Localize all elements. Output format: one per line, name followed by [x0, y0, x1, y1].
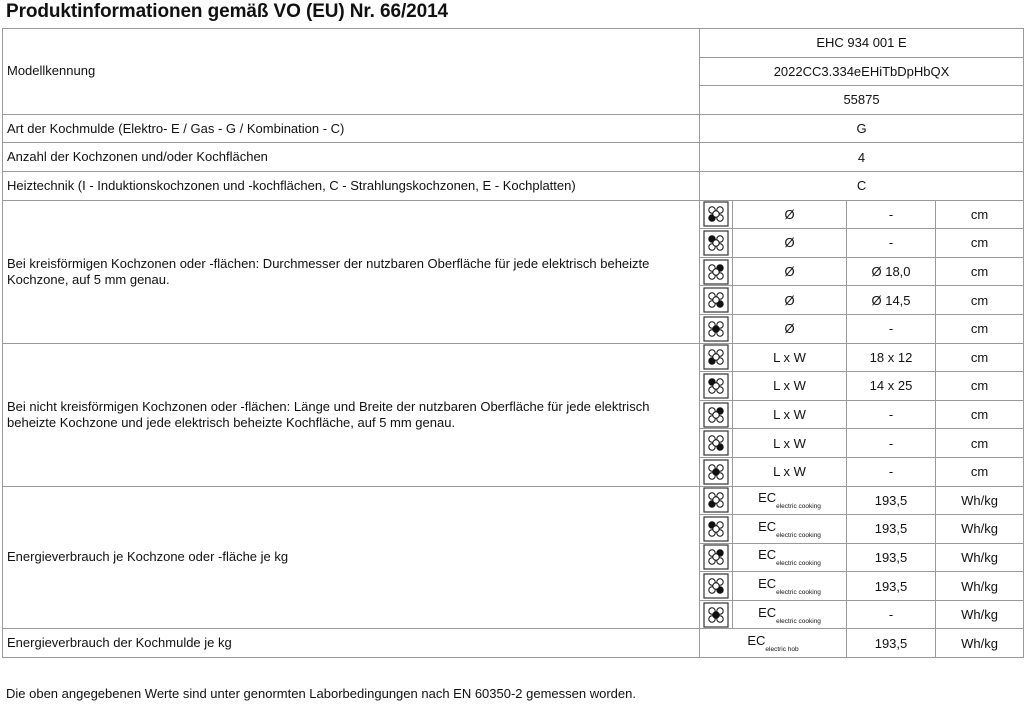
product-info-table: [2, 28, 1024, 658]
measure-value: 193,5: [847, 486, 936, 515]
measure-symbol: Ø: [733, 257, 847, 286]
measure-symbol: L x W: [733, 400, 847, 429]
cooking-zone-front-right-icon: [700, 572, 733, 601]
measure-value: Ø 14,5: [847, 286, 936, 315]
ec-subscript: electric cooking: [776, 560, 821, 568]
measure-value: -: [847, 314, 936, 343]
cooking-zone-rear-left-icon: [700, 515, 733, 544]
cooking-zone-rear-right-icon: [700, 257, 733, 286]
measure-value: 14 x 25: [847, 372, 936, 401]
ec-subscript: electric cooking: [776, 531, 821, 539]
measure-value: 193,5: [847, 572, 936, 601]
circular-label: Bei kreisförmigen Kochzonen oder -flächen: Durchmesser der nutzbaren Oberfläche für jede elektrisch beheizte Kochzone, auf 5 mm genau.: [3, 200, 700, 343]
measure-unit: Wh/kg: [936, 600, 1024, 629]
measure-unit: Wh/kg: [936, 515, 1024, 544]
measure-value: -: [847, 200, 936, 229]
measure-unit: Wh/kg: [936, 486, 1024, 515]
cooking-zone-center-icon: [700, 314, 733, 343]
ec-symbol: [700, 629, 847, 658]
cooking-zone-front-left-icon: [700, 486, 733, 515]
measure-unit: cm: [936, 229, 1024, 258]
zone-count-label: Anzahl der Kochzonen und/oder Kochflächen: [3, 143, 700, 172]
ec-label: EC: [758, 490, 777, 506]
measure-value: 193,5: [847, 543, 936, 572]
ec-symbol: [733, 486, 847, 515]
cooking-zone-rear-left-icon: [700, 372, 733, 401]
ec-subscript: electric cooking: [776, 503, 821, 511]
measure-value: -: [847, 400, 936, 429]
heating-value: C: [700, 171, 1024, 200]
measure-value: 193,5: [847, 515, 936, 544]
model-label: Modellkennung: [3, 29, 700, 115]
measure-symbol: Ø: [733, 229, 847, 258]
measure-symbol: Ø: [733, 286, 847, 315]
cooking-zone-rear-right-icon: [700, 400, 733, 429]
energy-zone-label: Energieverbrauch je Kochzone oder -fläche je kg: [3, 486, 700, 629]
measure-value: -: [847, 457, 936, 486]
noncircular-label: Bei nicht kreisförmigen Kochzonen oder -flächen: Länge und Breite der nutzbaren Oberfläche für jede elektrisch beheizte Kochzone und jede elektrisch beheizte Kochfläche, auf 5 mm genau.: [3, 343, 700, 486]
ec-symbol: [733, 543, 847, 572]
cooking-zone-center-icon: [700, 600, 733, 629]
cooking-zone-rear-right-icon: [700, 543, 733, 572]
measure-value: -: [847, 429, 936, 458]
hob-type-label: Art der Kochmulde (Elektro- E / Gas - G / Kombination - C): [3, 114, 700, 143]
ec-label: EC: [758, 604, 777, 620]
measure-unit: Wh/kg: [936, 543, 1024, 572]
ec-label: EC: [758, 518, 777, 534]
zone-count-value: 4: [700, 143, 1024, 172]
hob-type-value: G: [700, 114, 1024, 143]
measure-unit: cm: [936, 372, 1024, 401]
cooking-zone-front-right-icon: [700, 286, 733, 315]
cooking-zone-rear-left-icon: [700, 229, 733, 258]
measure-symbol: L x W: [733, 429, 847, 458]
ec-label: EC: [747, 633, 766, 649]
measure-unit: Wh/kg: [936, 572, 1024, 601]
measure-value: 18 x 12: [847, 343, 936, 372]
measure-unit: cm: [936, 457, 1024, 486]
ec-symbol: [733, 572, 847, 601]
ec-symbol: [733, 600, 847, 629]
measure-symbol: L x W: [733, 343, 847, 372]
cooking-zone-front-left-icon: [700, 200, 733, 229]
measure-value: -: [847, 229, 936, 258]
measure-unit: cm: [936, 257, 1024, 286]
ec-label: EC: [758, 547, 777, 563]
measure-symbol: L x W: [733, 457, 847, 486]
measure-symbol: L x W: [733, 372, 847, 401]
measure-unit: cm: [936, 314, 1024, 343]
measure-value: 193,5: [847, 629, 936, 658]
ec-label: EC: [758, 576, 777, 592]
measure-symbol: Ø: [733, 200, 847, 229]
cooking-zone-center-icon: [700, 457, 733, 486]
ec-subscript: electric cooking: [776, 617, 821, 625]
model-value: EHC 934 001 E: [700, 29, 1024, 58]
model-value: 55875: [700, 86, 1024, 115]
measure-unit: cm: [936, 429, 1024, 458]
footnote: Die oben angegebenen Werte sind unter genormten Laborbedingungen nach EN 60350-2 gemessen worden.: [6, 686, 636, 701]
measure-unit: cm: [936, 343, 1024, 372]
measure-unit: cm: [936, 286, 1024, 315]
ec-subscript: electric hob: [765, 646, 799, 654]
measure-unit: cm: [936, 200, 1024, 229]
measure-value: -: [847, 600, 936, 629]
heating-label: Heiztechnik (I - Induktionskochzonen und -kochflächen, C - Strahlungskochzonen, E - Kochplatten): [3, 171, 700, 200]
measure-value: Ø 18,0: [847, 257, 936, 286]
model-value: 2022CC3.334eEHiTbDpHbQX: [700, 57, 1024, 86]
cooking-zone-front-left-icon: [700, 343, 733, 372]
ec-subscript: electric cooking: [776, 589, 821, 597]
page-title: Produktinformationen gemäß VO (EU) Nr. 66/2014: [6, 1, 449, 22]
measure-unit: Wh/kg: [936, 629, 1024, 658]
energy-hob-label: Energieverbrauch der Kochmulde je kg: [3, 629, 700, 658]
measure-symbol: Ø: [733, 314, 847, 343]
cooking-zone-front-right-icon: [700, 429, 733, 458]
measure-unit: cm: [936, 400, 1024, 429]
ec-symbol: [733, 515, 847, 544]
